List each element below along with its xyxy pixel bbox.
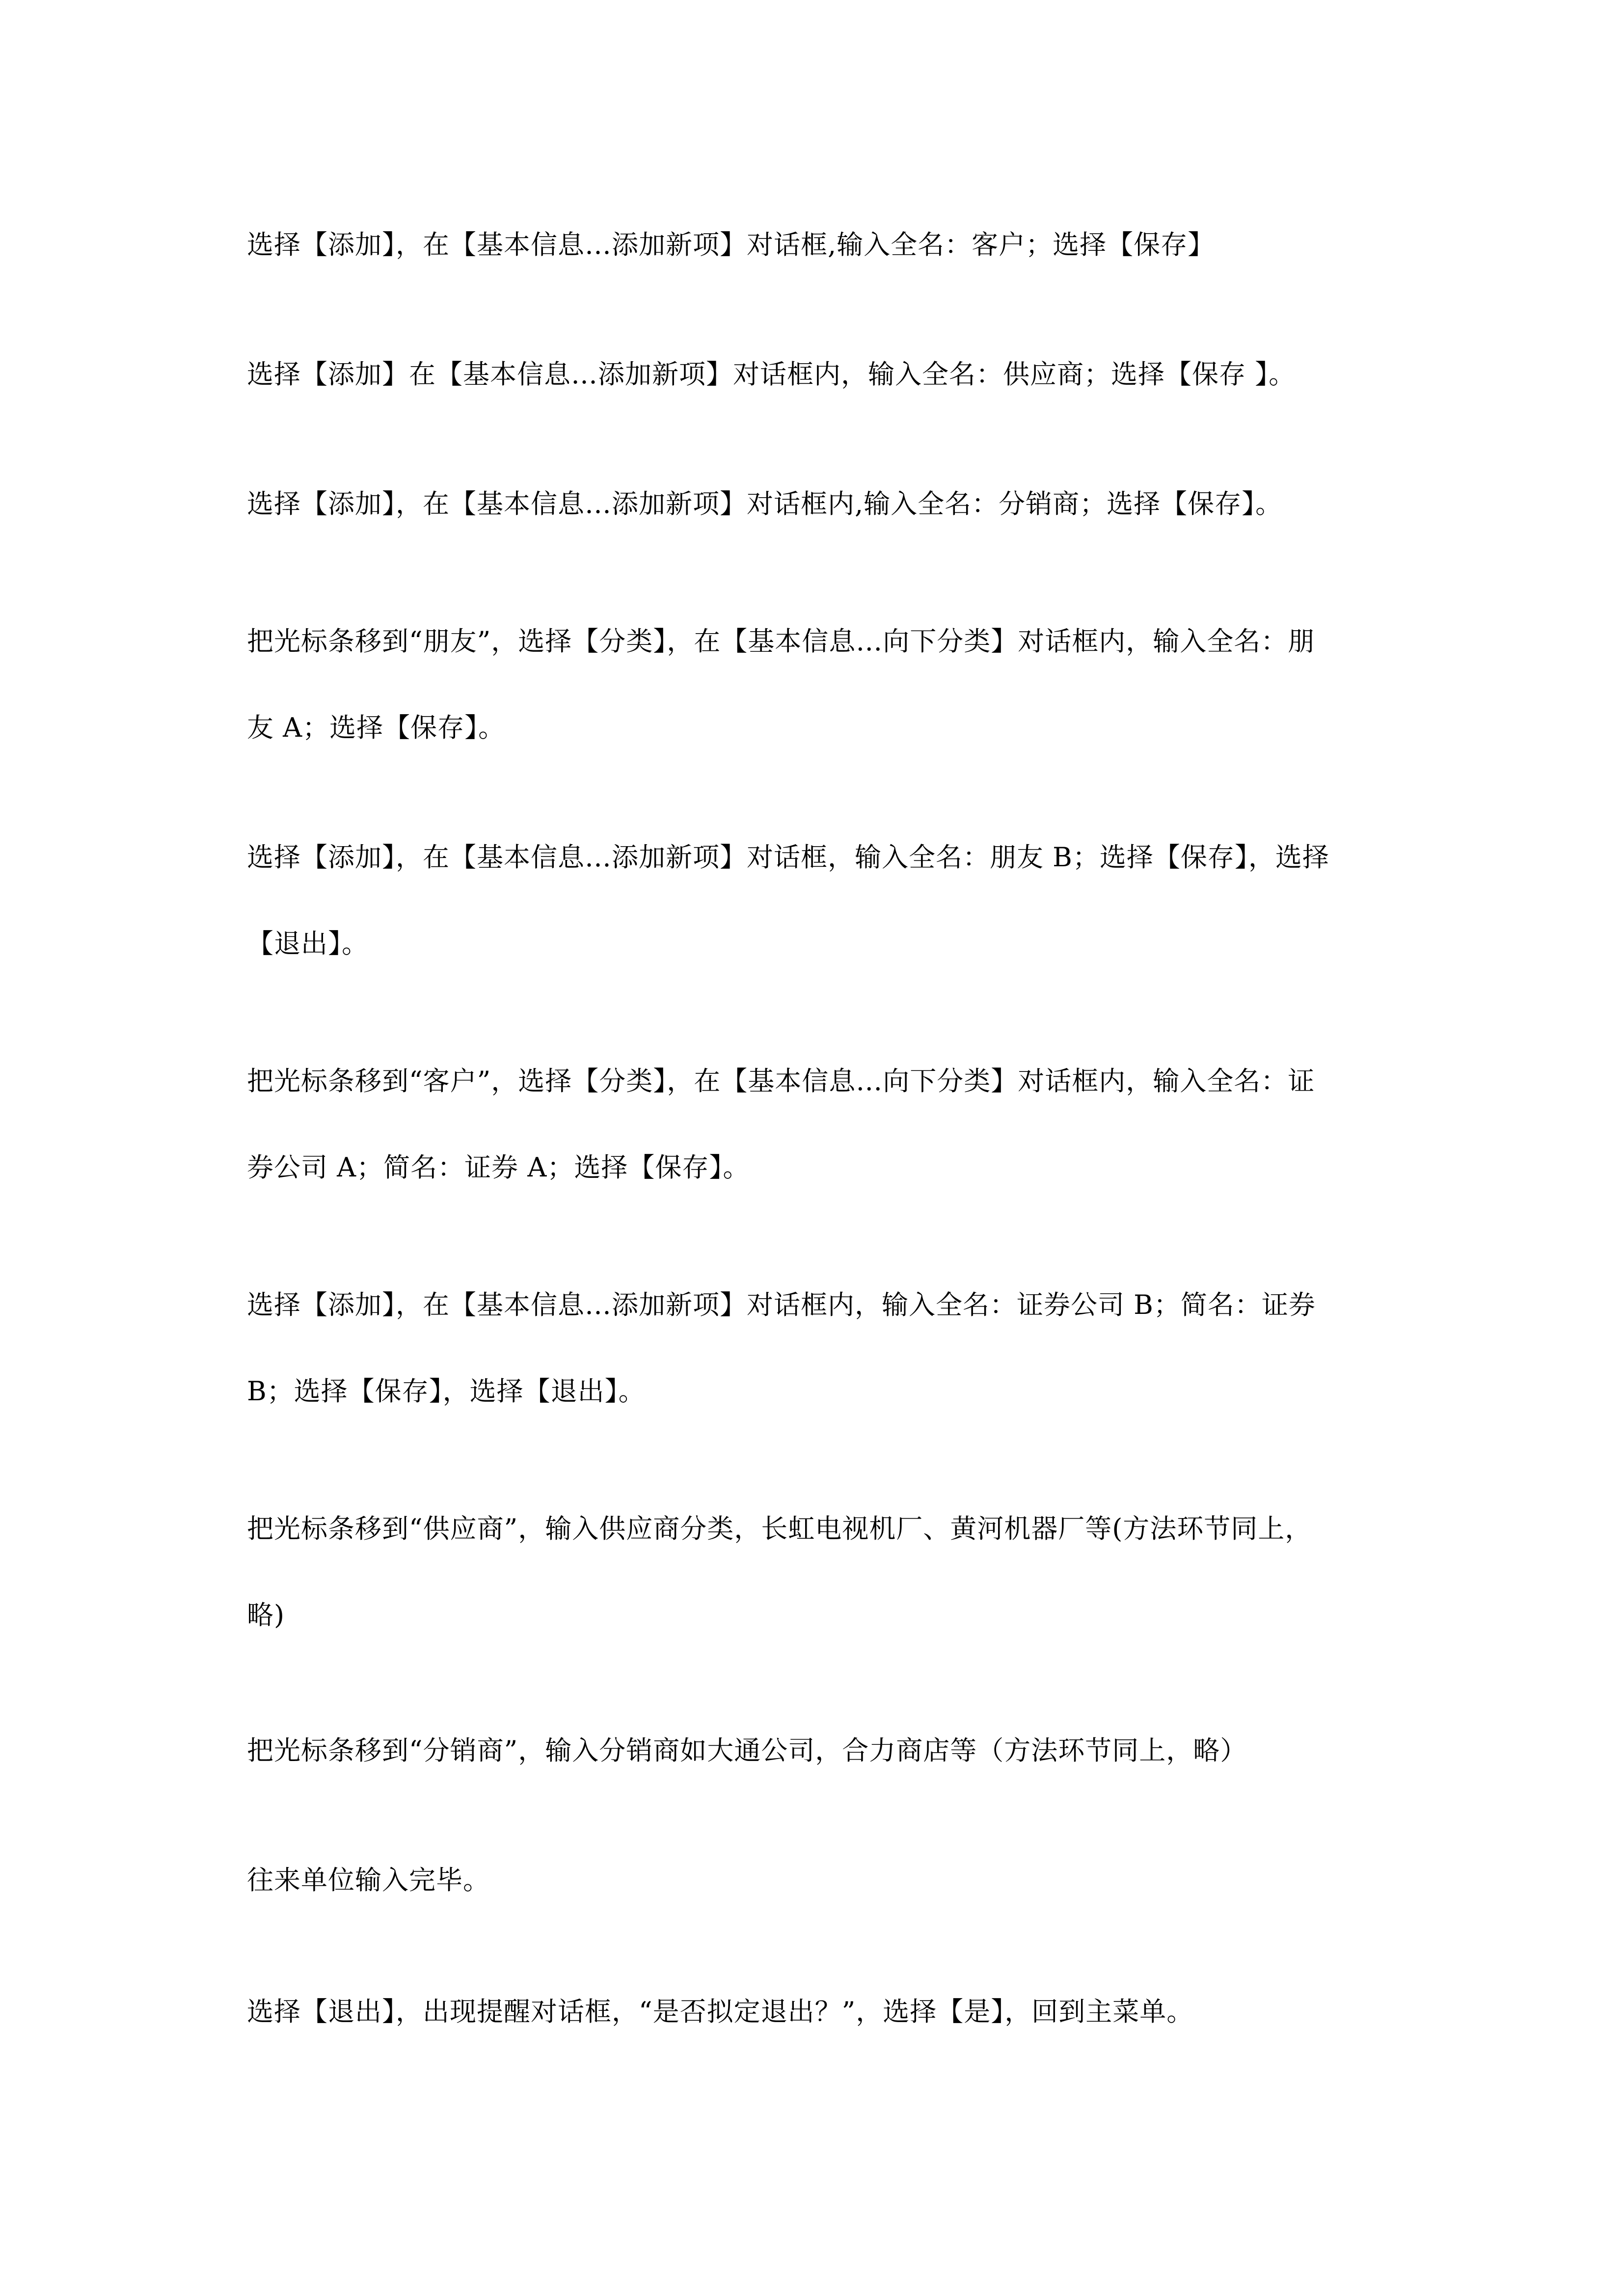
paragraph-supplier-category-line2: 略) — [247, 1600, 285, 1630]
paragraph-friend-category-line2: 友 A；选择【保存】。 — [247, 712, 506, 743]
paragraph-add-securities-b-line2: B；选择【保存】，选择【退出】。 — [247, 1376, 646, 1407]
paragraph-customer-category-line2: 券公司 A；简名：证券 A；选择【保存】。 — [247, 1152, 750, 1183]
paragraph-exit-confirm: 选择【退出】，出现提醒对话框，“是否拟定退出？”，选择【是】，回到主菜单。 — [247, 1996, 1194, 2027]
paragraph-add-distributor: 选择【添加】，在【基本信息…添加新项】对话框内,输入全名：分销商；选择【保存】。 — [247, 488, 1283, 519]
paragraph-add-supplier: 选择【添加】在【基本信息…添加新项】对话框内，输入全名：供应商；选择【保存 】。 — [247, 359, 1296, 390]
paragraph-supplier-category-line1: 把光标条移到“供应商”，输入供应商分类，长虹电视机厂、黄河机器厂等(方法环节同上， — [247, 1513, 1312, 1544]
paragraph-customer-category-line1: 把光标条移到“客户”，选择【分类】，在【基本信息…向下分类】对话框内，输入全名：证 — [247, 1066, 1315, 1096]
paragraph-add-customer: 选择【添加】，在【基本信息…添加新项】对话框,输入全名：客户；选择【保存】 — [247, 229, 1215, 260]
paragraph-add-securities-b-line1: 选择【添加】，在【基本信息…添加新项】对话框内，输入全名：证券公司 B；简名：证券 — [247, 1289, 1316, 1320]
paragraph-add-friend-b-line2: 【退出】。 — [247, 928, 369, 959]
paragraph-add-friend-b-line1: 选择【添加】，在【基本信息…添加新项】对话框，输入全名：朋友 B；选择【保存】，选择 — [247, 842, 1329, 873]
paragraph-friend-category-line1: 把光标条移到“朋友”，选择【分类】，在【基本信息…向下分类】对话框内，输入全名：朋 — [247, 626, 1315, 657]
paragraph-input-complete: 往来单位输入完毕。 — [247, 1865, 490, 1896]
paragraph-distributor-category: 把光标条移到“分销商”，输入分销商如大通公司，合力商店等（方法环节同上，略） — [247, 1735, 1247, 1766]
